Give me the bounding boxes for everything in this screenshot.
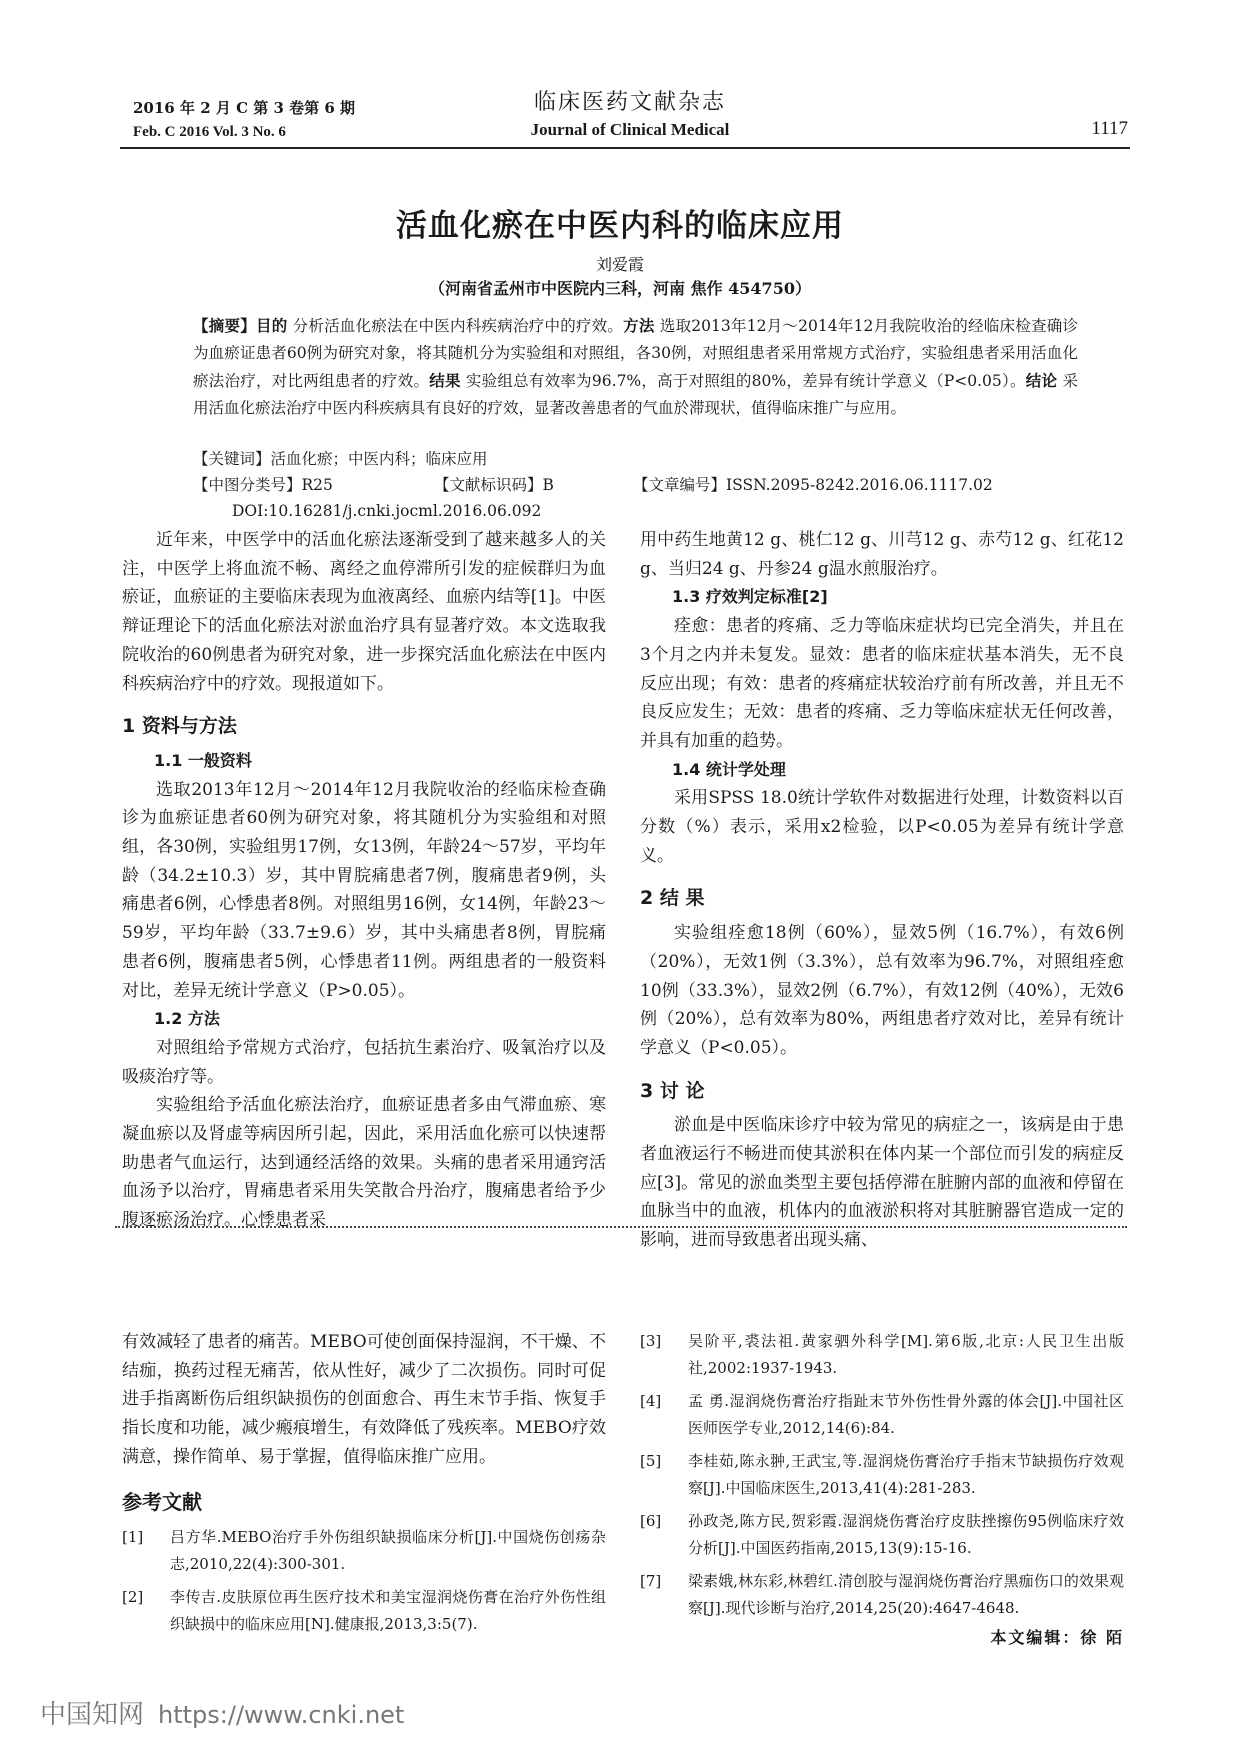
reference-item xyxy=(122,1524,606,1578)
article-number: 【文章编号】ISSN.2095-8242.2016.06.1117.02 xyxy=(633,476,993,494)
affiliation: （河南省孟州市中医院内三科，河南 焦作 454750） xyxy=(429,279,811,298)
abstract-method: 选取2013年12月～2014年12月我院收治的经临床检查确诊为血瘀证患者60例为研究对象，将其随机分为实验组和对照组，各30例，对照组患者采用常规方式治疗，实验组患者采用活血化瘀法治疗，对比两组患者的疗效。 xyxy=(193,317,1078,390)
reference-item xyxy=(122,1584,606,1638)
section-1-3-heading: 1.3 疗效判定标准[2] xyxy=(672,587,828,607)
abstract-result-label: 结果 xyxy=(429,371,461,390)
reference-text: 孙政尧,陈方民,贺彩霞.湿润烧伤膏治疗皮肤挫擦伤95例临床疗效分析[J].中国医药指南,2015,13(9):15-16. xyxy=(688,1512,1124,1557)
abstract-result: 实验组总有效率为96.7%，高于对照组的80%，差异有统计学意义（P<0.05）。 xyxy=(460,372,1026,390)
section-3-heading: 3 讨 论 xyxy=(640,1079,705,1102)
abstract-objective-label: 目的 xyxy=(255,316,288,335)
section-1-3-text: 痊愈：患者的疼痛、乏力等临床症状均已完全消失，并且在3个月之内并未复发。显效：患者的临床症状基本消失，无不良反应出现；有效：患者的疼痛症状较治疗前有所改善，并且无不良反应发生；无效：患者的疼痛、乏力等临床症状无任何改善，并具有加重的趋势。 xyxy=(640,616,1124,751)
editor-credit: 本文编辑：徐 陌 xyxy=(990,1628,1124,1647)
lower-right-column xyxy=(640,1328,1124,1628)
abstract-label: 【摘要】 xyxy=(193,316,256,335)
abstract-method-label: 方法 xyxy=(623,316,655,335)
reference-number: [3] xyxy=(640,1332,662,1350)
article-title: 活血化瘀在中医内科的临床应用 xyxy=(396,208,844,244)
reference-text: 孟 勇.湿润烧伤膏治疗指趾末节外伤性骨外露的体会[J].中国社区医师医学专业,2012,14(6):84. xyxy=(688,1392,1124,1437)
body-right-column xyxy=(640,526,1124,1255)
watermark-url[interactable]: https://www.cnki.net xyxy=(158,1701,405,1729)
section-1-2-text-1: 对照组给予常规方式治疗，包括抗生素治疗、吸氧治疗以及吸痰治疗等。 xyxy=(122,1037,606,1087)
header-rule xyxy=(120,147,1130,149)
reference-text: 李传吉.皮肤原位再生医疗技术和美宝湿润烧伤膏在治疗外伤性组织缺损中的临床应用[N].健康报,2013,3:5(7). xyxy=(170,1588,606,1634)
section-1-2-text-2: 实验组给予活血化瘀法治疗，血瘀证患者多由气滞血瘀、寒凝血瘀以及肾虚等病因所引起，因此，采用活血化瘀可以快速帮助患者气血运行，达到通经活络的效果。头痛的患者采用通窍活血汤予以治疗，胃痛患者采用失笑散合丹治疗，腹痛患者给予少腹逐瘀汤治疗。心悸患者采 xyxy=(122,1095,606,1231)
issue-en: Feb. C 2016 Vol. 3 No. 6 xyxy=(133,124,286,140)
journal-name xyxy=(480,88,780,142)
reference-item xyxy=(640,1328,1124,1382)
reference-item xyxy=(640,1448,1124,1502)
abstract xyxy=(193,312,1078,422)
section-1-1-text: 选取2013年12月～2014年12月我院收治的经临床检查确诊为血瘀证患者60例为研究对象，将其随机分为实验组和对照组，各30例，实验组男17例，女13例，年龄24～57岁，平均年龄（34.2±10.3）岁，其中胃脘痛患者7例，腹痛患者9例，头痛患者6例，心悸患者8例。对照组男16例，女14例，年龄23～59岁，平均年龄（33.7±9.6）岁，其中头痛患者8例，胃脘痛患者6例，腹痛患者5例，心悸患者11例。两组患者的一般资料对比，差异无统计学意义（P>0.05）。 xyxy=(122,779,606,1001)
reference-number: [4] xyxy=(640,1392,662,1410)
abstract-conclusion-label: 结论 xyxy=(1025,371,1058,390)
issue-cn: 2016 年 2 月 C 第 3 卷第 6 期 xyxy=(133,99,355,117)
reference-number: [5] xyxy=(640,1452,662,1470)
abstract-objective: 分析活血化瘀法在中医内科疾病治疗中的疗效。 xyxy=(287,317,624,335)
lower-text: 有效减轻了患者的痛苦。MEBO可使创面保持湿润，不干燥、不结痂，换药过程无痛苦，依从性好，减少了二次损伤。同时可促进手指离断伤后组织缺损伤的创面愈合、再生末节手指、恢复手指长度和功能，减少瘢痕增生，有效降低了残疾率。MEBO疗效满意，操作简单、易于掌握，值得临床推广应用。 xyxy=(122,1332,606,1467)
section-1-2-heading: 1.2 方法 xyxy=(154,1009,220,1029)
section-1-4-text: 采用SPSS 18.0统计学软件对数据进行处理，计数资料以百分数（%）表示，采用x2检验，以P<0.05为差异有统计学意义。 xyxy=(640,788,1124,866)
reference-number: [1] xyxy=(122,1528,144,1547)
abstract-conclusion: 采用活血化瘀法治疗中医内科疾病具有良好的疗效，显著改善患者的气血於滞现状，值得临床推广与应用。 xyxy=(193,372,1078,417)
reference-text: 李桂茹,陈永翀,王武宝,等.湿润烧伤膏治疗手指末节缺损伤疗效观察[J].中国临床医生,2013,41(4):281-283. xyxy=(688,1452,1124,1497)
reference-text: 梁素娥,林东彩,林碧红.清创胶与湿润烧伤膏治疗黑痂伤口的效果观察[J].现代诊断与治疗,2014,25(20):4647-4648. xyxy=(688,1572,1124,1617)
journal-cn: 临床医药文献杂志 xyxy=(533,90,726,115)
issue-info xyxy=(133,96,355,144)
section-2-text: 实验组痊愈18例（60%），显效5例（16.7%），有效6例（20%），无效1例（3.3%），总有效率为96.7%，对照组痊愈10例（33.3%），显效2例（6.7%），有效12例（40%），无效6例（20%），总有效率为80%，两组患者疗效对比，差异有统计学意义（P<0.05）。 xyxy=(640,923,1124,1058)
section-1-1-heading: 1.1 一般资料 xyxy=(154,750,252,770)
reference-item xyxy=(640,1388,1124,1442)
section-1-2-text-3: 用中药生地黄12 g、桃仁12 g、川芎12 g、赤芍12 g、红花12 g、当归24 g、丹参24 g温水煎服治疗。 xyxy=(640,530,1124,579)
reference-item xyxy=(640,1568,1124,1622)
intro-paragraph: 近年来，中医学中的活血化瘀法逐渐受到了越来越多人的关注，中医学上将血流不畅、离经之血停滞所引发的症候群归为血瘀证，血瘀证的主要临床表现为血液离经、血瘀内结等[1]。中医辩证理论下的活血化瘀法对淤血治疗具有显著疗效。本文选取我院收治的60例患者为研究对象，进一步探究活血化瘀法在中医内科疾病治疗中的疗效。现报道如下。 xyxy=(122,530,606,694)
reference-item xyxy=(640,1508,1124,1562)
document-code: 【文献标识码】B xyxy=(434,476,554,494)
reference-number: [6] xyxy=(640,1512,662,1530)
reference-text: 吴阶平,裘法祖.黄家驷外科学[M].第6版,北京:人民卫生出版社,2002:1937-1943. xyxy=(688,1332,1124,1377)
reference-number: [2] xyxy=(122,1588,144,1607)
references-heading: 参考文献 xyxy=(122,1489,202,1514)
section-2-heading: 2 结 果 xyxy=(640,887,705,910)
reference-number: [7] xyxy=(640,1572,662,1590)
body-left-column xyxy=(122,526,606,1235)
section-3-text: 淤血是中医临床诊疗中较为常见的病症之一，该病是由于患者血液运行不畅进而使其淤积在体内某一个部位而引发的病症反应[3]。常见的淤血类型主要包括停滞在脏腑内部的血液和停留在血脉当中的血液，机体内的血液淤积将对其脏腑器官造成一定的影响，进而导致患者出现头痛、 xyxy=(640,1115,1124,1251)
page-number: 1117 xyxy=(1091,118,1128,139)
watermark-brand: 中国知网 xyxy=(40,1700,145,1730)
lower-left-column xyxy=(122,1328,606,1644)
keywords: 【关键词】活血化瘀；中医内科；临床应用 xyxy=(193,450,488,468)
clc-number: 【中图分类号】R25 xyxy=(193,476,333,494)
dotted-separator xyxy=(115,1226,1127,1228)
reference-text: 吕方华.MEBO治疗手外伤组织缺损临床分析[J].中国烧伤创疡杂志,2010,22(4):300-301. xyxy=(170,1528,606,1574)
section-1-4-heading: 1.4 统计学处理 xyxy=(672,759,786,779)
cnki-watermark xyxy=(40,1694,404,1731)
section-1-heading: 1 资料与方法 xyxy=(122,715,237,738)
journal-en: Journal of Clinical Medical xyxy=(530,120,730,139)
author: 刘爱霞 xyxy=(595,255,644,274)
doi: DOI:10.16281/j.cnki.jocml.2016.06.092 xyxy=(232,502,542,520)
